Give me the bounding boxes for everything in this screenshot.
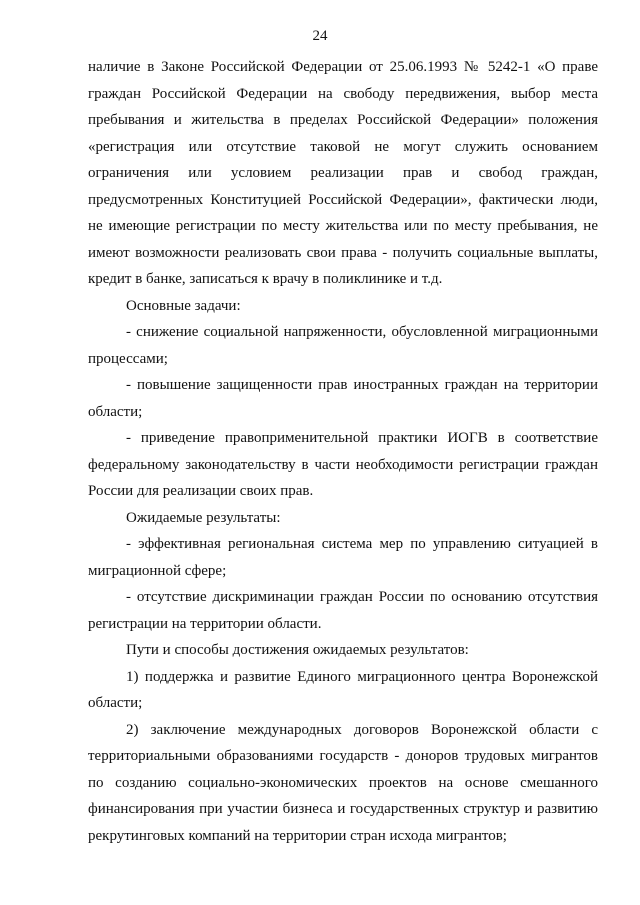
paragraph-ways-heading: Пути и способы достижения ожидаемых результатов: bbox=[126, 642, 469, 658]
paragraph-main-tasks-heading: Основные задачи: bbox=[126, 297, 241, 314]
paragraph-way-1: 1) поддержка и развитие Единого миграционного центра Воронежской области; bbox=[88, 668, 598, 711]
paragraph-law-reference: наличие в Законе Российской Федерации от 25.06.1993 № 5242-1 «О праве граждан Российской Федерации на свободу передвижения, выбор места пребывания и жительства в пределах Российской Федерации» положения «регистрация или отсутствие таковой не могут служить основанием ограничения или условием реализации прав и свобод граждан, предусмотренных Конституцией Российской Федерации», фактически люди, не имеющие регистрации по месту жительства или по месту пребывания, не имеют возможности реализовать свои права - получить социальные выплаты, кредит в банке, записаться к врачу в поликлинике и т.д. bbox=[88, 59, 598, 287]
paragraph-result-1: - эффективная региональная система мер по управлению ситуацией в миграционной сфере; bbox=[88, 536, 598, 579]
paragraph-task-2: - повышение защищенности прав иностранных граждан на территории области; bbox=[88, 377, 598, 420]
paragraph-task-1: - снижение социальной напряженности, обусловленной миграционными процессами; bbox=[88, 324, 598, 367]
page-number: 24 bbox=[312, 28, 328, 44]
paragraph-result-2: - отсутствие дискриминации граждан России по основанию отсутствия регистрации на территории области. bbox=[88, 589, 598, 632]
paragraph-way-2: 2) заключение международных договоров Воронежской области с территориальными образованиями государств - доноров трудовых мигрантов по созданию социально-экономических проектов на основе смешанного финансирования при участии бизнеса и государственных структур и развитию рекрутинговых компаний на территории стран исхода мигрантов; bbox=[88, 721, 598, 844]
paragraph-task-3: - приведение правоприменительной практики ИОГВ в соответствие федеральному законодательству в части необходимости регистрации граждан России для реализации своих прав. bbox=[88, 430, 598, 499]
paragraph-expected-results-heading: Ожидаемые результаты: bbox=[126, 509, 281, 526]
document-body bbox=[88, 54, 598, 849]
